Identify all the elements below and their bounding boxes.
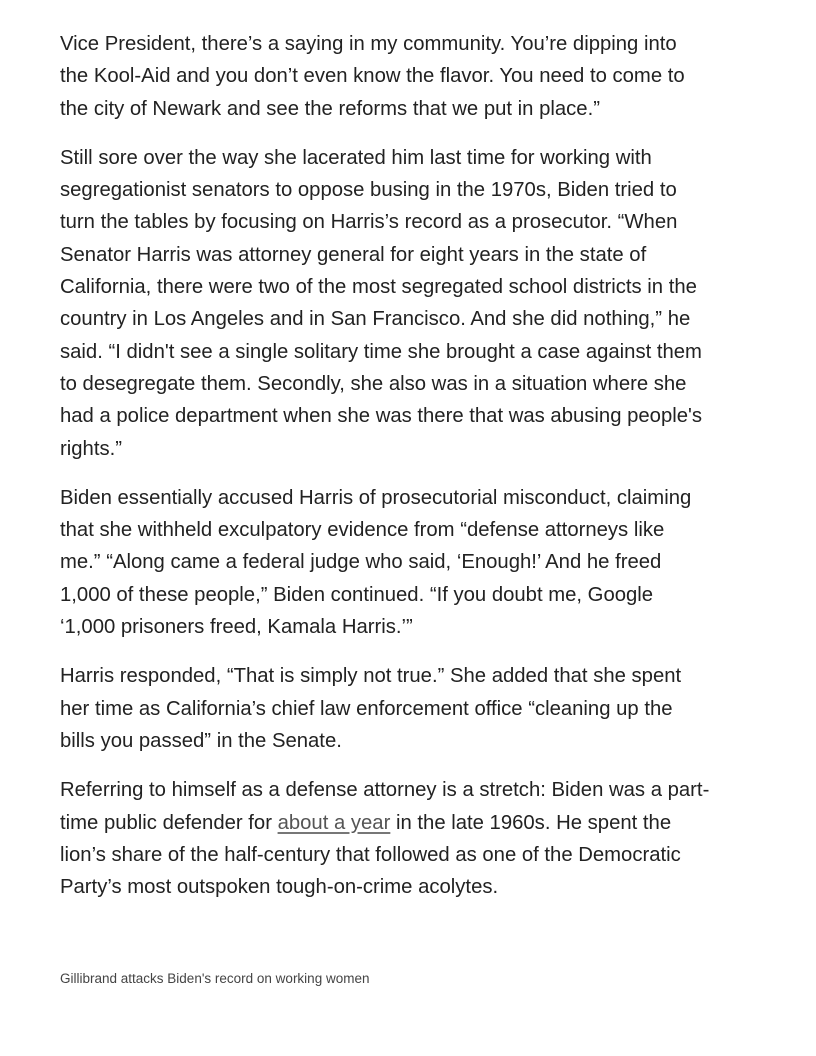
paragraph-line: lion’s share of the half-century that followed as one of the Democratic [60, 843, 681, 866]
paragraph-line: 1,000 of these people,” Biden continued. “If you doubt me, Google [60, 583, 654, 606]
paragraph-line-with-link [60, 807, 775, 839]
paragraph-line: Still sore over the way she lacerated him last time for working with [60, 146, 652, 169]
paragraph-4 [60, 660, 775, 757]
paragraph-line: Harris responded, “That is simply not true.” She added that she spent [60, 665, 682, 688]
about-a-year-link[interactable]: about a year [277, 811, 391, 834]
paragraph-line: had a police department when she was there that was abusing people's [60, 405, 703, 428]
paragraph-line: bills you passed” in the Senate. [60, 729, 342, 752]
paragraph-1 [60, 28, 775, 125]
paragraph-3 [60, 482, 775, 643]
paragraph-line: country in Los Angeles and in San Francisco. And she did nothing,” he [60, 308, 691, 331]
paragraph-line: rights.” [60, 437, 122, 460]
paragraph-5 [60, 774, 775, 903]
line-text-after-link: in the late 1960s. He spent the [390, 811, 672, 834]
paragraph-line: that she withheld exculpatory evidence from “defense attorneys like [60, 519, 665, 542]
paragraph-line: the city of Newark and see the reforms that we put in place.” [60, 97, 600, 120]
paragraph-line: to desegregate them. Secondly, she also was in a situation where she [60, 372, 687, 395]
paragraph-2 [60, 142, 775, 465]
paragraph-line: segregationist senators to oppose busing in the 1970s, Biden tried to [60, 179, 677, 202]
paragraph-line: Senator Harris was attorney general for eight years in the state of [60, 243, 647, 266]
video-caption: Gillibrand attacks Biden's record on working women [60, 971, 370, 986]
line-text-before-link: time public defender for [60, 811, 278, 834]
paragraph-line: California, there were two of the most segregated school districts in the [60, 276, 697, 299]
paragraph-line: ‘1,000 prisoners freed, Kamala Harris.’” [60, 616, 413, 639]
paragraph-line: turn the tables by focusing on Harris’s record as a prosecutor. “When [60, 211, 678, 234]
paragraph-line: Party’s most outspoken tough-on-crime acolytes. [60, 876, 499, 899]
paragraph-line: Biden essentially accused Harris of prosecutorial misconduct, claiming [60, 486, 692, 509]
paragraph-line: me.” “Along came a federal judge who said, ‘Enough!’ And he freed [60, 551, 662, 574]
paragraph-line: her time as California’s chief law enforcement office “cleaning up the [60, 697, 673, 720]
paragraph-line: the Kool-Aid and you don’t even know the flavor. You need to come to [60, 65, 685, 88]
paragraph-line: said. “I didn't see a single solitary time she brought a case against them [60, 340, 702, 363]
paragraph-line: Vice President, there’s a saying in my community. You’re dipping into [60, 33, 677, 55]
article-body [60, 28, 775, 920]
paragraph-line: Referring to himself as a defense attorney is a stretch: Biden was a part- [60, 779, 710, 802]
